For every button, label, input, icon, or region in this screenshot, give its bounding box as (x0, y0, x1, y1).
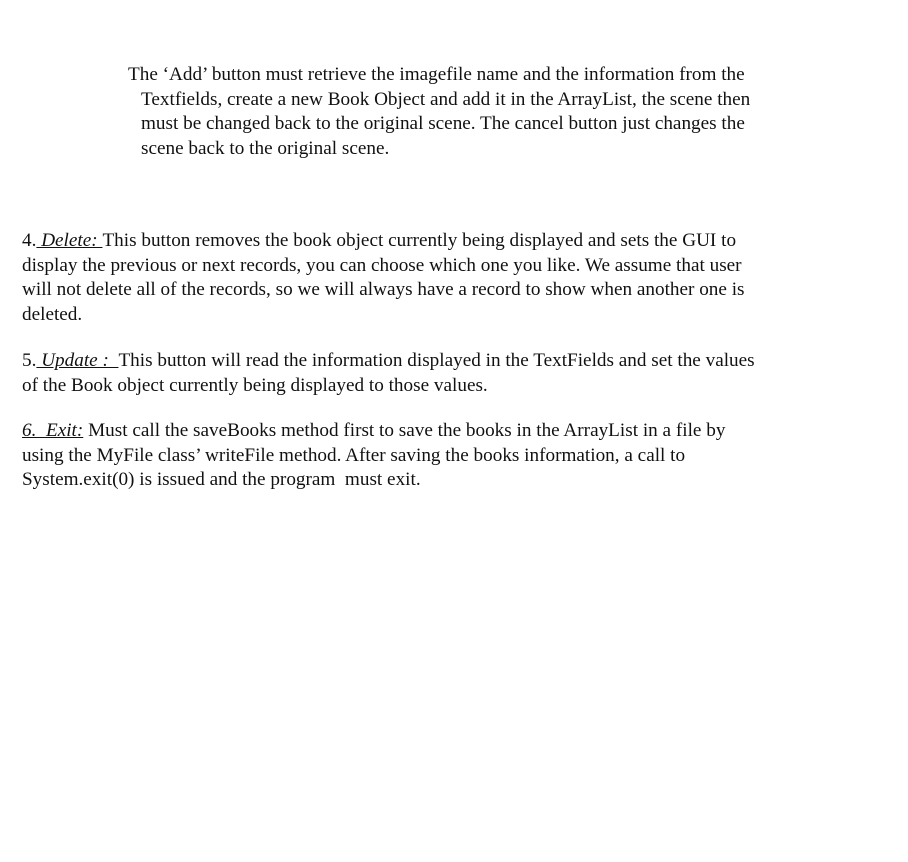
update-paragraph (22, 349, 755, 398)
exit-term: 6. Exit: (22, 420, 84, 441)
item-number: 5. (22, 350, 37, 371)
update-term: Update : (36, 350, 119, 371)
paragraph-line: using the MyFile class’ writeFile method. After saving the books information, a call to (22, 444, 686, 466)
paragraph-line: of the Book object currently being displayed to those values. (22, 374, 488, 396)
paragraph-line: will not delete all of the records, so we will always have a record to show when another one is (22, 279, 745, 301)
item-number: 4. (22, 230, 37, 251)
delete-paragraph (22, 229, 745, 327)
paragraph-line: System.exit(0) is issued and the program must exit. (22, 469, 421, 491)
delete-term: Delete: (36, 230, 103, 251)
paragraph-line: deleted. (22, 303, 83, 325)
paragraph-line: Textfields, create a new Book Object and add it in the ArrayList, the scene then (141, 88, 751, 110)
paragraph-line: This button removes the book object currently being displayed and sets the GUI to (102, 230, 737, 251)
paragraph-first-line (22, 419, 725, 444)
paragraph-line: The ‘Add’ button must retrieve the imagefile name and the information from the (128, 64, 745, 85)
paragraph-line: display the previous or next records, you can choose which one you like. We assume that user (22, 254, 742, 276)
paragraph-line: This button will read the information displayed in the TextFields and set the values (118, 350, 755, 371)
paragraph-line: Must call the saveBooks method first to save the books in the ArrayList in a file by (83, 420, 726, 441)
paragraph-first-line (22, 229, 745, 254)
paragraph-line: scene back to the original scene. (141, 137, 390, 159)
paragraph-line: must be changed back to the original scene. The cancel button just changes the (141, 113, 745, 135)
add-button-paragraph (128, 63, 750, 161)
exit-paragraph (22, 419, 725, 493)
paragraph-first-line (22, 349, 755, 374)
